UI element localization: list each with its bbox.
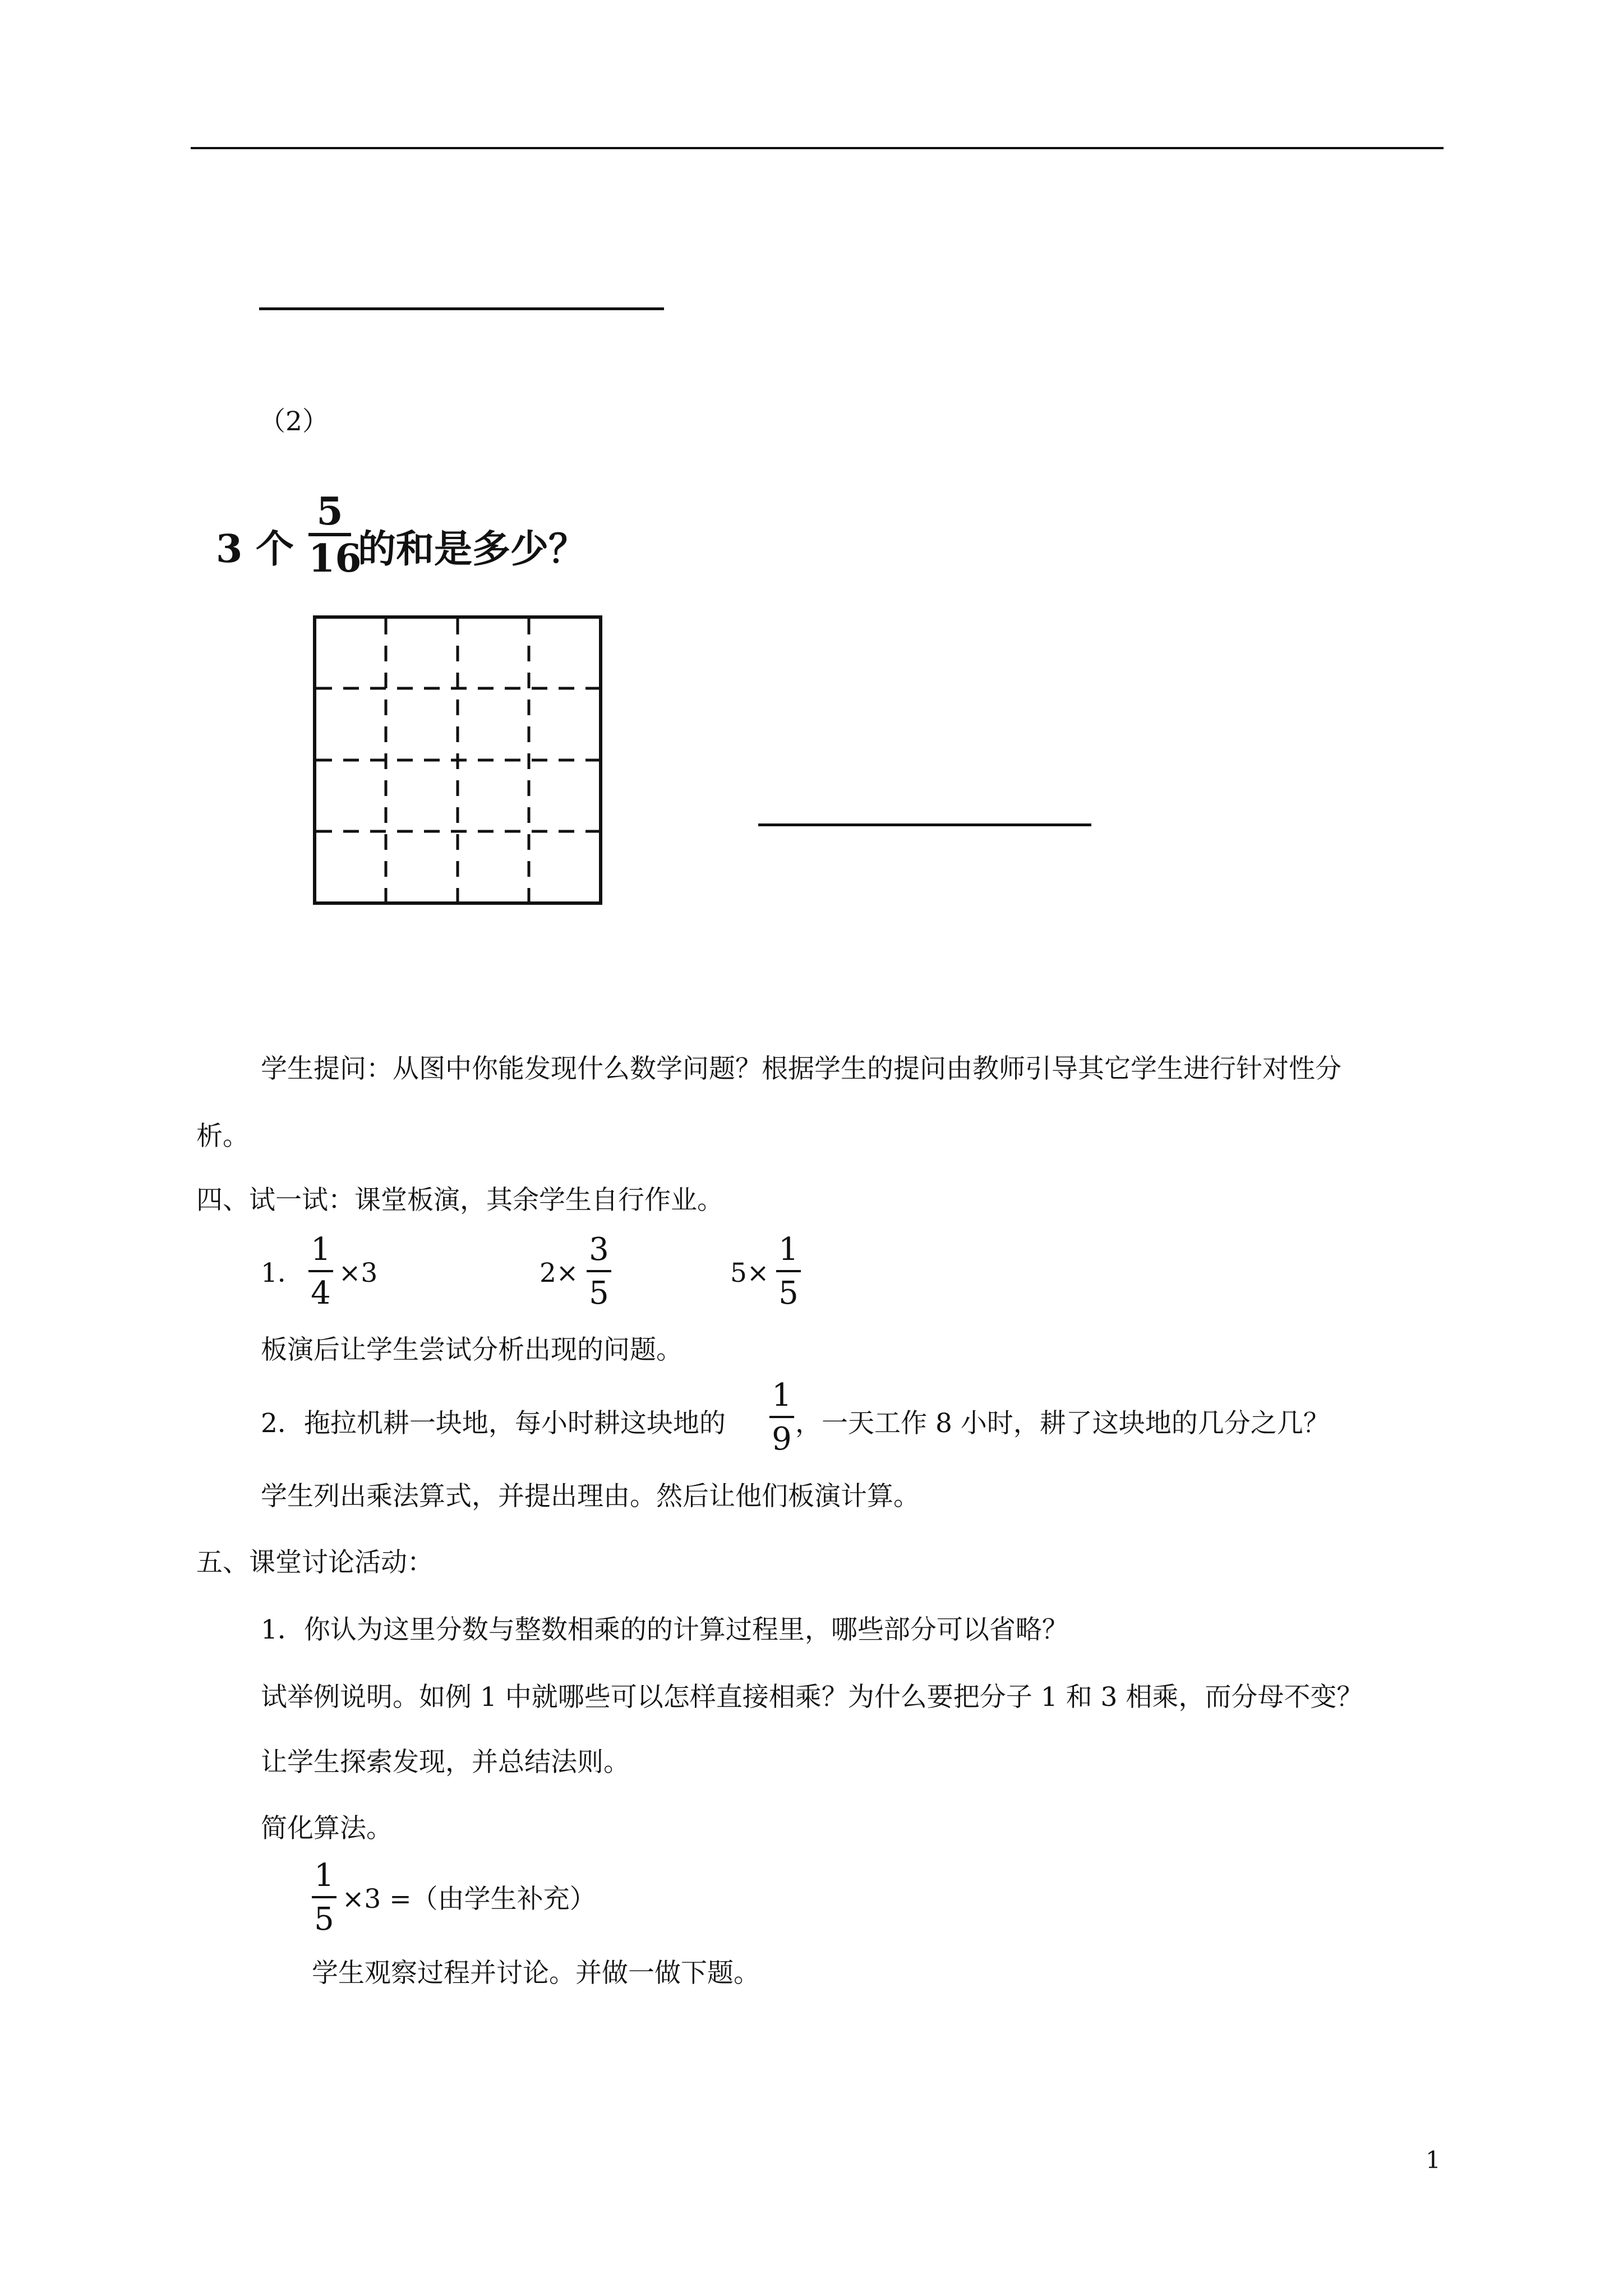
simplify-label: 简化算法。 xyxy=(261,1813,393,1844)
fraction-bar xyxy=(776,1270,801,1272)
exercise-a-denominator: 4 xyxy=(311,1275,331,1312)
fraction-bar xyxy=(587,1270,611,1272)
tractor-question-before: 2．拖拉机耕一块地，每小时耕这块地的 xyxy=(261,1408,726,1439)
exercise-a-after: ×3 xyxy=(339,1258,378,1289)
exercise-c-denominator: 5 xyxy=(778,1275,799,1312)
student-question-line-1: 学生提问：从图中你能发现什么数学问题？根据学生的提问由教师引导其它学生进行针对性分 xyxy=(261,1053,1341,1084)
answer-blank-1 xyxy=(259,307,664,310)
student-question-line-2: 析。 xyxy=(196,1121,249,1152)
exercise-a-numerator: 1 xyxy=(311,1231,331,1268)
simplify-numerator: 1 xyxy=(314,1857,334,1894)
header-rule xyxy=(191,147,1444,149)
after-board-text: 板演后让学生尝试分析出现的问题。 xyxy=(261,1335,683,1365)
simplify-fraction xyxy=(312,1857,336,1938)
tractor-numerator: 1 xyxy=(772,1377,792,1414)
discussion-line-3: 让学生探索发现，并总结法则。 xyxy=(261,1747,630,1778)
simplify-expression-after: ×3 =（由学生补充） xyxy=(342,1884,596,1915)
multiply-reason-text: 学生列出乘法算式，并提出理由。然后让他们板演计算。 xyxy=(261,1481,920,1512)
discussion-line-1: 1．你认为这里分数与整数相乘的的计算过程里，哪些部分可以省略？ xyxy=(261,1614,1068,1645)
figure-fraction-denominator: 16 xyxy=(308,536,362,581)
tractor-denominator: 9 xyxy=(772,1421,792,1457)
exercise-c-before: 5× xyxy=(730,1258,769,1289)
item-label: （2） xyxy=(259,406,329,437)
fraction-bar xyxy=(308,1270,333,1272)
page-number: 1 xyxy=(1426,2146,1441,2174)
section-four-heading: 四、试一试：课堂板演，其余学生自行作业。 xyxy=(196,1185,723,1216)
grid-figure xyxy=(312,614,603,906)
exercise-index: 1． xyxy=(261,1258,304,1289)
exercise-b-numerator: 3 xyxy=(589,1231,609,1268)
figure-prefix: 3 个 xyxy=(216,527,294,572)
simplify-denominator: 5 xyxy=(314,1901,334,1938)
fraction-bar xyxy=(769,1416,794,1418)
exercise-a-fraction xyxy=(308,1231,333,1312)
exercise-c-numerator: 1 xyxy=(778,1231,799,1268)
exercise-b-before: 2× xyxy=(540,1258,579,1289)
figure-fraction xyxy=(308,489,362,581)
section-five-heading: 五、课堂讨论活动： xyxy=(196,1547,434,1578)
answer-blank-2 xyxy=(758,823,1091,826)
figure-fraction-numerator: 5 xyxy=(316,489,343,534)
exercise-b-fraction xyxy=(587,1231,611,1312)
observe-text: 学生观察过程并讨论。并做一做下题。 xyxy=(312,1958,760,1989)
discussion-line-2: 试举例说明。如例 1 中就哪些可以怎样直接相乘？为什么要把分子 1 和 3 相乘，而分母不变？ xyxy=(261,1682,1363,1713)
figure-suffix: 的和是多少？ xyxy=(358,527,587,572)
fraction-bar xyxy=(312,1896,336,1898)
exercise-c-fraction xyxy=(776,1231,801,1312)
exercise-b-denominator: 5 xyxy=(589,1275,609,1312)
tractor-fraction xyxy=(769,1377,794,1457)
tractor-question-after: ，一天工作 8 小时，耕了这块地的几分之几？ xyxy=(795,1408,1330,1439)
